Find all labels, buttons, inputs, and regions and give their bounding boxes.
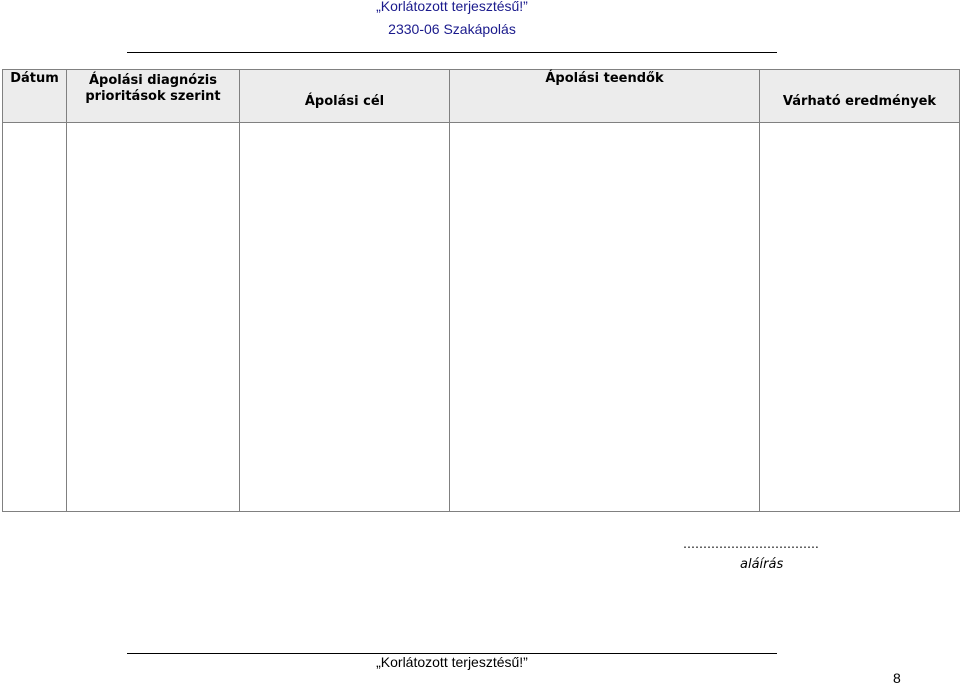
column-header-date-label: Dátum bbox=[10, 71, 59, 86]
table-header-row bbox=[3, 70, 960, 123]
header-rule bbox=[127, 52, 777, 53]
signature-label: aláírás bbox=[740, 557, 784, 572]
signature-line: ……………………………. bbox=[683, 537, 819, 551]
column-header-diagnosis-line2: prioritások szerint bbox=[85, 89, 221, 104]
column-header-diagnosis-line1: Ápolási diagnózis bbox=[88, 73, 218, 88]
column-header-date bbox=[3, 70, 67, 123]
results-cell[interactable] bbox=[760, 123, 960, 512]
column-header-tasks bbox=[450, 70, 760, 123]
tasks-cell[interactable] bbox=[450, 123, 760, 512]
column-header-results-label: Várható eredmények bbox=[782, 94, 937, 109]
diagnosis-cell[interactable] bbox=[67, 123, 240, 512]
column-header-diagnosis bbox=[67, 70, 240, 123]
header-subtitle: 2330-06 Szakápolás bbox=[388, 21, 516, 37]
column-header-goal bbox=[240, 70, 450, 123]
date-cell[interactable] bbox=[3, 123, 67, 512]
column-header-goal-label: Ápolási cél bbox=[304, 94, 385, 109]
column-header-tasks-label: Ápolási teendők bbox=[545, 71, 664, 86]
footer-restricted-notice: „Korlátozott terjesztésű!” bbox=[376, 654, 528, 670]
page-number: 8 bbox=[893, 670, 901, 686]
column-header-results bbox=[760, 70, 960, 123]
header-restricted-notice: „Korlátozott terjesztésű!” bbox=[376, 0, 528, 14]
goal-cell[interactable] bbox=[240, 123, 450, 512]
table-row bbox=[3, 123, 960, 512]
nursing-care-plan-table bbox=[2, 69, 960, 512]
